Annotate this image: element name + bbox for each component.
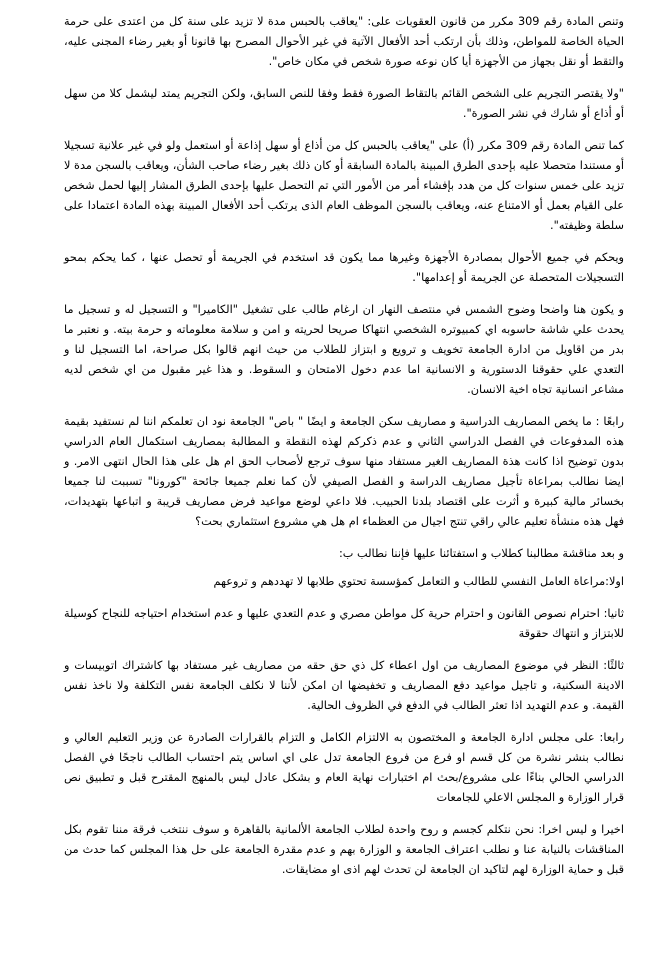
- paragraph-confiscation: ويحكم في جميع الأحوال بمصادرة الأجهزة وغيرها مما يكون قد استخدم في الجريمة أو تحصل عنها ، كما يحكم بمحو التسجيلات المتحصلة عن الجريمة أو إعدامها".: [64, 251, 624, 284]
- paragraph-demands-intro: و بعد مناقشة مطالبنا كطلاب و استفتائنا عليها فإننا نطالب ب:: [338, 547, 624, 560]
- paragraph-demand-second: ثانيا: احترام نصوص القانون و احترام حرية كل مواطن مصري و عدم التعدي عليها و عدم استخدام احتياجه للنجاح كوسيلة للابتزاز و انتهاك حقوقة: [64, 607, 624, 640]
- paragraph-demand-first: اولا:مراعاة العامل النفسي للطالب و التعامل كمؤسسة تحتوي طلابها لا تهددهم و تروعهم: [213, 575, 624, 588]
- paragraph-demand-fourth: رابعا: على مجلس ادارة الجامعة و المختصون به الالتزام الكامل و التزام بالقرارات الصادرة عن وزير التعليم العالي و نطالب بنشر نشرة من كل قسم او فرع من فروع الجامعة تدل على اي اساس يتم احتساب الطالب ناجحًا في الفصل الدراسي الحالي بناءًا على مشروع/بحث ام اختبارات نهاية العام و بشكل عادل ليس بالمنهج المقترح قبل و تطبيق نص قرار الوزارة و المجلس الاعلي للجامعات: [64, 731, 624, 804]
- document-page: [64, 12, 624, 892]
- paragraph-fees-fourth: رابعًا : ما يخص المصاريف الدراسية و مصاريف سكن الجامعة و ايضًا " باص" الجامعة نود ان تعلمكم اننا لم نستفيد بقيمة هذه المدفوعات في الفصل الدراسي الثاني و عدم ذكركم لهذه النقطة و المطالبة بمصاريف استكمال العام الدراسي بدون توضيح اذا كانت هذة المصاريف الغير مستفاد منها سوف ترجع لأصحاب الحق ام هل على هذا الحال انتهى الامر. و ايضا نطالب بمراعاة تأجيل مصاريف الدراسة و الفصل الصيفي لأن كما نعلم جميعا جائحة "كورونا" تسببت لنا جميعا بخسائر مالية كبيرة و أثرت على اقتصاد بلدنا الحبيب. فلا داعي لوضع مواعيد فرض مصاريف قريبة و اتباعها بتهديدات، فهل هذه منشأة تعليم عالي راقي تنتج اجيال من العظماء ام هل هي مشروع استثماري بحت؟: [64, 415, 624, 528]
- paragraph-camera-recording: و يكون هنا واضحا وضوح الشمس في منتصف النهار ان ارغام طالب على تشغيل "الكاميرا" و التسجيل له و تسجيل ما يحدث علي شاشة حاسوبه اي كمبيوتره الشخصي انتهاكا صريحا لحريته و امن و سلامة معلوماته و حرمة بيته. و نعتبر ما بدر من اقاويل من ادارة الجامعة تخويف و ترويع و ابتزاز للطلاب من حيث انهم قالوا بكل صراحة، اما التسجيل لنا و التعدي علي حقوقنا الدستورية و الانسانية اما عدم دخول الامتحان و السقوط. و هذا غير مقبول من اي شخص لديه مشاعر انسانية تجاه اخية الانسان.: [64, 303, 624, 396]
- paragraph-demand-third: ثالثًا: النظر في موضوع المصاريف من اول اعطاء كل ذي حق حقه من مصاريف غير مستفاد بها كاشتراك اتوبيسات و الادينة السكنية، و تاجيل مواعيد دفع المصاريف و تخفيضها ان امكن لأننا لا نكلف الجامعة نفس التكلفة ولا ناخذ نفس القيمة. و عدم التهديد اذا تعثر الطالب في الدفع في الظروف الحالية.: [64, 659, 624, 712]
- paragraph-criminalization-scope: "ولا يقتصر التجريم على الشخص القائم بالتقاط الصورة فقط وفقا للنص السابق، ولكن التجريم يمتد ليشمل كلا من سهل أو أذاع أو شارك في نشر الصورة".: [64, 87, 624, 120]
- paragraph-article-309-bis: وتنص المادة رقم 309 مكرر من قانون العقوبات على: "يعاقب بالحبس مدة لا تزيد على سنة كل من اعتدى على حرمة الحياة الخاصة للمواطن، وذلك بأن ارتكب أحد الأفعال الآتية في غير الأحوال المصرح بها قانونا أو بغير رضاء المجنى عليه، والتقط أو نقل بجهاز من الأجهزة أيا كان نوعه صورة شخص في مكان خاص".: [64, 15, 624, 68]
- paragraph-article-309-bis-a: كما تنص المادة رقم 309 مكرر (أ) على "يعاقب بالحبس كل من أذاع أو سهل إذاعة أو استعمل ولو في غير علانية تسجيلا أو مستندا متحصلا عليه بإحدى الطرق المبينة بالمادة السابقة أو كان ذلك بغير رضاء صاحب الشأن، ويعاقب بالسجن مدة لا تزيد على خمس سنوات كل من هدد بإفشاء أمر من الأمور التي تم التحصل عليها بإحدى الطرق المشار إليها لحمل شخص على القيام بعمل أو الامتناع عنه، ويعاقب بالسجن الموظف العام الذى يرتكب أحد الأفعال المبينة بهذه المادة اعتمادا على سلطة وظيفته".: [64, 139, 624, 232]
- paragraph-closing: اخيرا و ليس اخرا: نحن نتكلم كجسم و روح واحدة لطلاب الجامعة الألمانية بالقاهرة و سوف ننتخب فرقة مننا تقوم بكل المناقشات بالنيابة عنا و نطلب اعتراف الجامعة و الوزارة بهم و عدم مقدرة الجامعة على حل هذا المجلس كما حدث من قبل و حماية الوزارة لهم لتاكيد ان الجامعة لن تحدث لهم اذى او مضايقات.: [64, 823, 624, 876]
